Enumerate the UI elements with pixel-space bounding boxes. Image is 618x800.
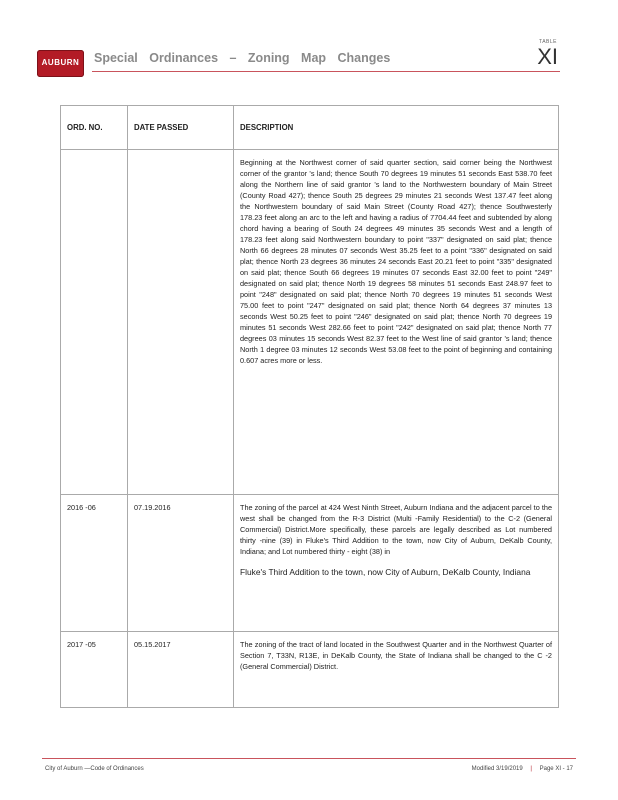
description-text: The zoning of the tract of land located in the Southwest Quarter and in the Northwest Quarter of Section 7, T33N, R13E, in DeKalb County, the State of Indiana shall be changed to the C -2 (General Commercial) District. (240, 640, 552, 671)
description-cell (234, 632, 559, 708)
page-label: Page (539, 766, 554, 772)
description-text: Beginning at the Northwest corner of said quarter section, said corner being the Northwest corner of the grantor 's land; thence South 70 degrees 19 minutes 51 seconds East 538.70 feet along the Northern line of said grantor 's land to the Northwestern boundary of Main Street (County Road 427); thence South 25 degrees 29 minutes 21 seconds West 137.47 feet along the Northwestern boundary of said Main Street (County Road 427); thence Southwesterly 178.23 feet along an arc to the left and having a radius of 7704.44 feet and subtended by along chord having a bearing of South 24 degrees 49 minutes 35 seconds West and a length of 178.23 feet along said Northwestern boundary to point "337" designated on said plat; thence North 66 degrees 28 minutes 07 seconds West 35.25 feet to a point "336" designated on said plat; thence North 23 degrees 36 minutes 24 seconds East 20.21 feet to point "335" designated on said plat; thence South 66 degrees 19 minutes 07 seconds East 32.00 feet to point "249" designated on said plat; thence North 19 degrees 58 minutes 51 seconds East 248.97 feet to point "248" designated on said plat; thence North 70 degrees 19 minutes 51 seconds West 75.00 feet to point "247" designated on said plat; thence North 64 degrees 37 minutes 13 seconds West 50.25 feet to point "246" designated on said plat; thence North 70 degrees 19 minutes 51 seconds West 282.66 feet to point "242" designated on said plat; thence North 77 degrees 03 minutes 15 seconds West 82.37 feet to the West line of said grantor 's land; thence North 1 degree 03 minutes 12 seconds West 53.08 feet to the point of beginning and containing 0.607 acres more or less. (240, 158, 552, 365)
column-header-ord-no: ORD. NO. (61, 106, 128, 150)
date-cell: 07.19.2016 (128, 495, 234, 632)
table-number: XI (537, 44, 558, 69)
modified-label: Modified (471, 766, 495, 772)
table-row (61, 150, 559, 495)
ord-no-cell: 2016 -06 (61, 495, 128, 632)
footer-divider (42, 758, 576, 759)
header-divider (92, 71, 560, 72)
page-title: Special Ordinances – Zoning Map Changes (94, 51, 391, 65)
column-header-date-passed: DATE PASSED (128, 106, 234, 150)
table-row (61, 632, 559, 708)
table-label: TABLE (539, 39, 557, 45)
footer-page-info (472, 766, 573, 772)
footer-code-title: City of Auburn —Code of Ordinances (45, 766, 144, 772)
table-header-row (61, 106, 559, 150)
ord-no-cell (61, 150, 128, 495)
modified-date: 3/19/2019 (496, 766, 523, 772)
ordinances-table (60, 105, 559, 708)
ord-no-cell: 2017 -05 (61, 632, 128, 708)
description-cell (234, 495, 559, 632)
description-text: Fluke's Third Addition to the town, now City of Auburn, DeKalb County, Indiana (240, 567, 531, 577)
footer-separator: | (530, 766, 532, 772)
column-header-description: DESCRIPTION (234, 106, 559, 150)
page-number: XI - 17 (555, 766, 573, 772)
table-row (61, 495, 559, 632)
date-cell (128, 150, 234, 495)
logo-text: AUBURN (41, 58, 80, 67)
date-cell: 05.15.2017 (128, 632, 234, 708)
description-text: The zoning of the parcel at 424 West Ninth Street, Auburn Indiana and the adjacent parcel to the west shall be changed from the R-3 District (Multi -Family Residential) to the C-2 (General Commercial) District.More specifically, these parcels are legally described as Lot numbered thirty -nine (39) in Fluke's Third Addition to the town, now City of Auburn, DeKalb County, Indiana; and Lot numbered thirty - eight (38) in (240, 503, 552, 556)
auburn-logo (37, 50, 84, 77)
description-cell (234, 150, 559, 495)
